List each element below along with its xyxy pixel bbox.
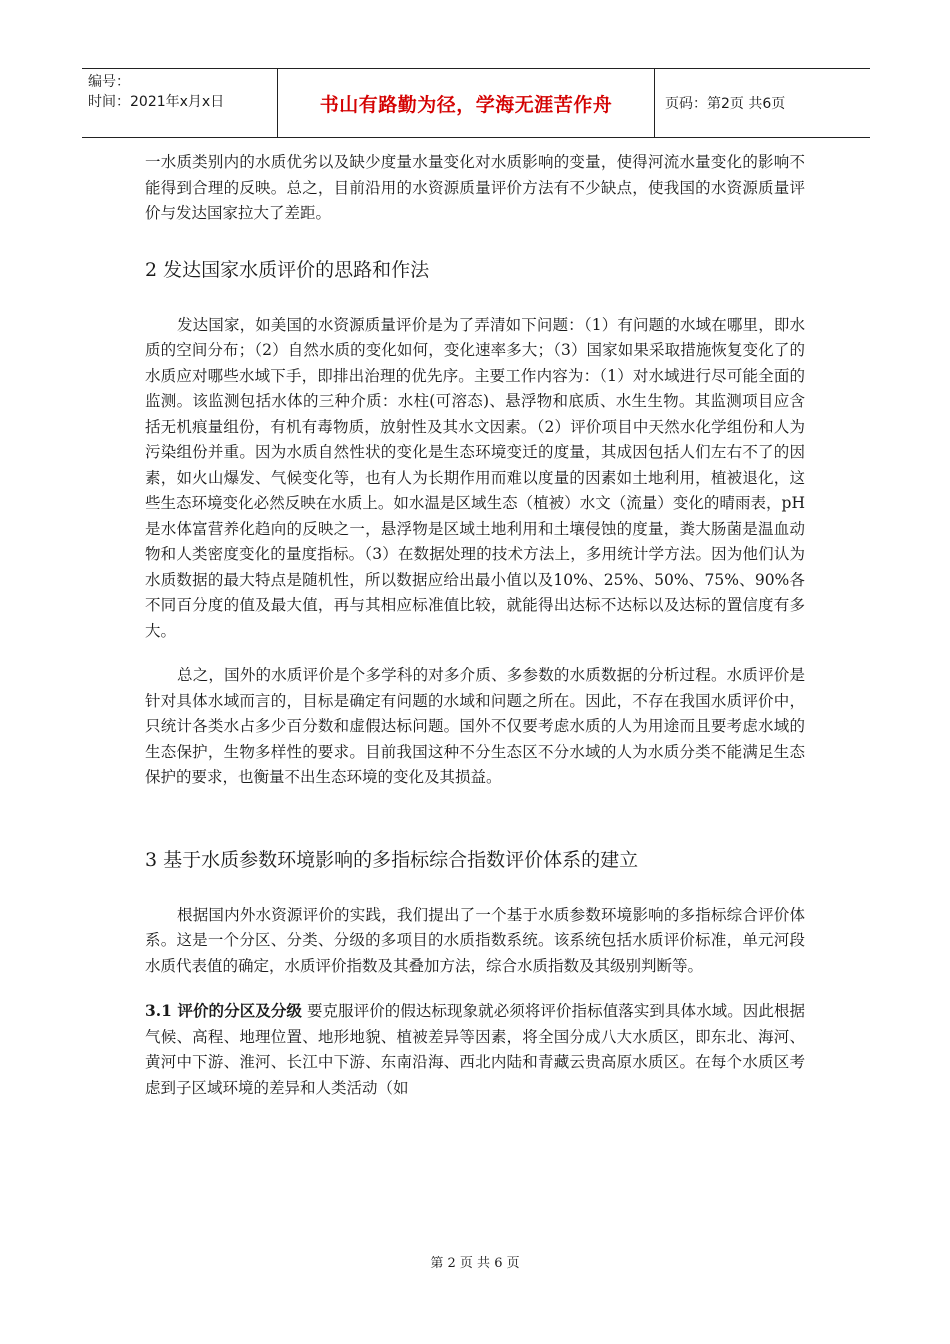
subsection-heading-3-1: 3.1 评价的分区及分级 (145, 1001, 302, 1020)
header-motto: 书山有路勤为径，学海无涯苦作舟 (278, 69, 655, 137)
section-heading-2: 2 发达国家水质评价的思路和作法 (145, 258, 430, 281)
page-header (82, 68, 870, 138)
document-body (145, 150, 805, 1101)
serial-label: 编号： (88, 74, 130, 90)
section-heading-3: 3 基于水质参数环境影响的多指标综合指数评价体系的建立 (145, 848, 639, 871)
date-label: 时间：2021年x月x日 (88, 94, 225, 110)
paragraph-intro: 一水质类别内的水质优劣以及缺少度量水量变化对水质影响的变量，使得河流水量变化的影响不能得到合理的反映。总之，目前沿用的水资源质量评价方法有不少缺点，使我国的水资源质量评价与发达国家拉大了差距。 (145, 153, 805, 222)
paragraph-3-1 (145, 998, 805, 1101)
paragraph-3a: 根据国内外水资源评价的实践，我们提出了一个基于水质参数环境影响的多指标综合评价体系。这是一个分区、分类、分级的多项目的水质指数系统。该系统包括水质评价标准，单元河段水质代表值的确定，水质评价指数及其叠加方法，综合水质指数及其级别判断等。 (145, 905, 805, 975)
page-footer: 第 2 页 共 6 页 (430, 1256, 520, 1271)
paragraph-3-1-text: 要克服评价的假达标现象就必须将评价指标值落实到具体水域。因此根据气候、高程、地理位置、地形地貌、植被差异等因素，将全国分成八大水质区，即东北、海河、黄河中下游、淮河、长江中下游、东南沿海、西北内陆和青藏云贵高原水质区。在每个水质区考虑到子区域环境的差异和人类活动（如 (145, 1002, 805, 1097)
header-page-label: 页码：第2页 共6页 (665, 96, 786, 112)
paragraph-2b: 总之，国外的水质评价是个多学科的对多介质、多参数的水质数据的分析过程。水质评价是针对具体水域而言的，目标是确定有问题的水域和问题之所在。因此，不存在我国水质评价中，只统计各类水占多少百分数和虚假达标问题。国外不仅要考虑水质的人为用途而且要考虑水域的生态保护，生物多样性的要求。目前我国这种不分生态区不分水域的人为水质分类不能满足生态保护的要求，也衡量不出生态环境的变化及其损益。 (145, 666, 805, 786)
paragraph-2a: 发达国家，如美国的水资源质量评价是为了弄清如下问题：（1）有问题的水域在哪里，即水质的空间分布；（2）自然水质的变化如何，变化速率多大；（3）国家如果采取措施恢复变化了的水质应对哪些水域下手，即排出治理的优先序。主要工作内容为：（1）对水域进行尽可能全面的监测。该监测包括水体的三种介质：水柱(可溶态)、悬浮物和底质、水生生物。其监测项目应含括无机痕量组份，有机有毒物质，放射性及其水文因素。（2）评价项目中天然水化学组份和人为污染组份并重。因为水质自然性状的变化是生态环境变迁的度量，其成因包括人们左右不了的因素，如火山爆发、气候变化等，也有人为长期作用而难以度量的因素如土地利用，植被退化，这些生态环境变化必然反映在水质上。如水温是区域生态（植被）水文（流量）变化的晴雨表，pH是水体富营养化趋向的反映之一，悬浮物是区域土地利用和土壤侵蚀的度量，粪大肠菌是温血动物和人类密度变化的量度指标。（3）在数据处理的技术方法上，多用统计学方法。因为他们认为水质数据的最大特点是随机性，所以数据应给出最小值以及10%、25%、50%、75%、90%各不同百分度的值及最大值，再与其相应标准值比较，就能得出达标不达标以及达标的置信度有多大。 (145, 315, 805, 640)
header-meta (82, 69, 278, 137)
